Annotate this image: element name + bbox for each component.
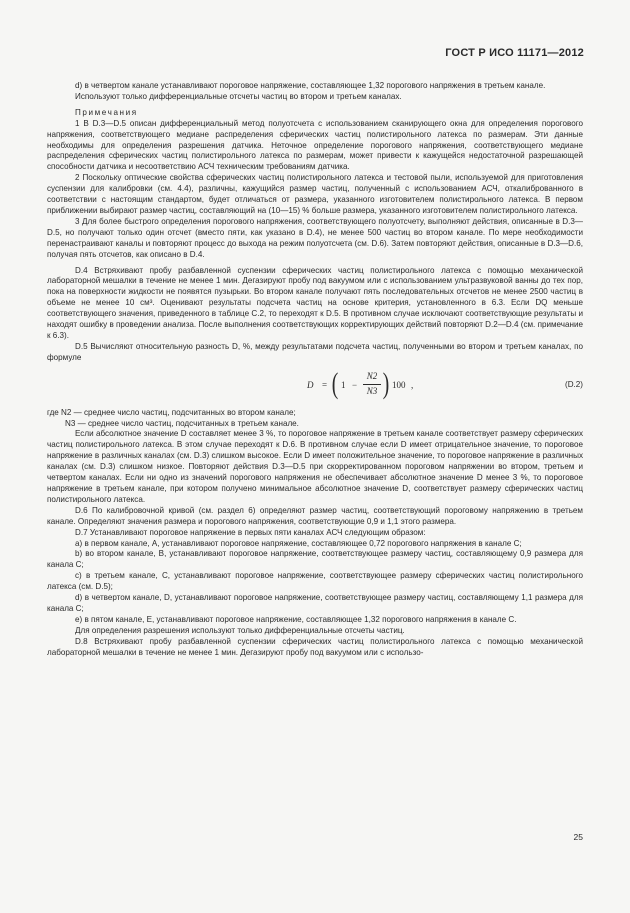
section-d6: D.6 По калибровочной кривой (см. раздел 6) определяют размер частиц, соответствующий пороговому напряжению в третьем канале. Определяют значения размера и порогового напряжения, соответствующие 0,9 и 1,1 этого размера. — [47, 505, 583, 526]
d7-item-a: a) в первом канале, А, устанавливают пороговое напряжение, составляющее 0,72 порогового напряжения в канале С; — [75, 538, 522, 548]
standard-header: ГОСТ Р ИСО 11171—2012 — [445, 47, 584, 59]
formula-hundred: 100 — [392, 379, 406, 390]
where-n3: N3 — среднее число частиц, подсчитанных в третьем канале. — [65, 418, 299, 428]
note-2: 2 Поскольку оптические свойства сферических частиц полистирольного латекса и тестовой пыли, используемой для приготовления суспензии для калибровки (см. 4.4), различны, кажущийся размер частиц, полученный с использованием АСЧ, откалиброванного в соответствии с настоящим стандартом, будет отличаться от размера, указанного изготовителем полистирольного латекса. В первом приближении выбирают размер частиц, составляющий на (10—15) % больше размера, указанного изготовителем полистирольного латекса. — [47, 173, 583, 215]
formula-one: 1 — [341, 379, 346, 390]
formula-numerator: N2 — [363, 371, 381, 385]
where-n2: где N2 — среднее число частиц, подсчитанных во втором канале; — [47, 407, 296, 417]
d7-note: Для определения разрешения используют только дифференциальные отсчеты частиц. — [75, 625, 405, 635]
d7-item-e: e) в пятом канале, Е, устанавливают пороговое напряжение, составляющее 1,32 порогового напряжения в канале С. — [75, 614, 517, 624]
formula-denominator: N3 — [366, 385, 378, 396]
formula-comma: , — [411, 379, 414, 390]
paragraph: Используют только дифференциальные отсчеты частиц во втором и третьем каналах. — [75, 91, 402, 101]
left-paren: ( — [331, 366, 339, 400]
note-1: 1 В D.3—D.5 описан дифференциальный метод полуотсчета с использованием сканирующего окна для определения порогового напряжения, соответствующего медиане распределения сферических частиц полистирольного латекса по размерам. Эти данные необходимы для определения разрешения датчика. Неточное определение порогового напряжения, соответствующего медиане распределения сферических частиц полистирольного латекса по размерам, может привести к кажущейся недостаточной разрешающей способности датчика и несоответствию АСЧ техническим требованиям датчика. — [47, 118, 583, 172]
document-body — [47, 81, 583, 659]
formula-number: (D.2) — [565, 379, 583, 389]
d7-item-c: c) в третьем канале, С, устанавливают пороговое напряжение, соответствующее размеру сферических частиц полистирольного латекса (см. D.5); — [47, 571, 583, 592]
right-paren: ) — [382, 366, 390, 400]
d7-item-b: b) во втором канале, В, устанавливают пороговое напряжение, соответствующее размеру частиц, составляющему 0,9 размера для канала С; — [47, 549, 583, 570]
formula-minus: − — [352, 379, 358, 390]
formula-d2 — [47, 366, 583, 406]
formula-lhs: D — [307, 379, 314, 390]
note-3: 3 Для более быстрого определения порогового напряжения, соответствующего полуотсчету, выполняют действия, описанные в D.3—D.5, но получают только один отсчет (вместо пяти, как указано в D.4), не менее 500 частиц во втором канале. По мере необходимости перенастраивают каналы и повторяют процесс до выхода на режим полуотсчета (см. D.6). Затем повторяют действия, описанные в D.3—D.6, получая пять отсчетов, как описано в D.4. — [47, 216, 583, 259]
formula-equals: = — [322, 379, 328, 390]
section-d5: D.5 Вычисляют относительную разность D, %, между результатами подсчета частиц, полученными во втором и третьем каналах, по формуле — [47, 341, 583, 362]
section-d8: D.8 Встряхивают пробу разбавленной суспензии сферических частиц полистирольного латекса с помощью механической лабораторной мешалки в течение не менее 1 мин. Дегазируют пробу под вакуумом или с использо- — [47, 636, 583, 657]
paragraph: d) в четвертом канале устанавливают пороговое напряжение, составляющее 1,32 порогового напряжения в третьем канале. — [75, 81, 546, 90]
d7-item-d: d) в четвертом канале, D, устанавливают пороговое напряжение, соответствующее размеру частиц, составляющему 1,1 размера для канала С; — [47, 593, 583, 613]
formula-fraction — [363, 371, 381, 397]
page-number: 25 — [573, 832, 583, 842]
section-d4: D.4 Встряхивают пробу разбавленной суспензии сферических частиц полистирольного латекса с помощью механической лабораторной мешалки в течение не менее 1 мин. Дегазируют пробу под вакуумом или с использованием ультразвуковой ванны до тех пор, пока на поверхности жидкости не появятся пузырьки. Во втором канале получают пять последовательных отсчетов не менее 2500 частиц в объеме не менее 10 см³. Оценивают результаты подсчета частиц на основе критерия, установленного в 6.3. Если DQ меньше соответствующего значения, приведенного в таблице С.2, то переходят к D.5. В противном случае исключают соответствующие результаты и находят ошибку в проведении анализа. После выполнения соответствующих корректирующих действий повторяют D.2—D.4 (см. примечание к 6.3). — [47, 265, 583, 340]
section-d7: D.7 Устанавливают пороговое напряжение в первых пяти каналах АСЧ следующим образом: — [75, 527, 426, 537]
section-d5-continued: Если абсолютное значение D составляет менее 3 %, то пороговое напряжение в третьем канале соответствует размеру сферических частиц полистирольного латекса. В этом случае переходят к D.6. В противном случае если D имеет отрицательное значение, то пороговое напряжение в различных каналах (см. D.3) слишком высокое. Если D имеет положительное значение, то пороговое напряжение в различных каналах (см. D.3) слишком низкое. Повторяют действия D.3—D.5 при скорректированном пороговом напряжении во втором, третьем и четвертом каналах. Если ни одно из значений порогового напряжения не обеспечивает абсолютное значение D менее 3 %, то пороговое напряжение в третьем канале, при котором получено минимальное абсолютное значение D, соответствует размеру сферических частиц полистирольного латекса. — [47, 429, 583, 504]
notes-heading: Примечания — [75, 107, 138, 117]
